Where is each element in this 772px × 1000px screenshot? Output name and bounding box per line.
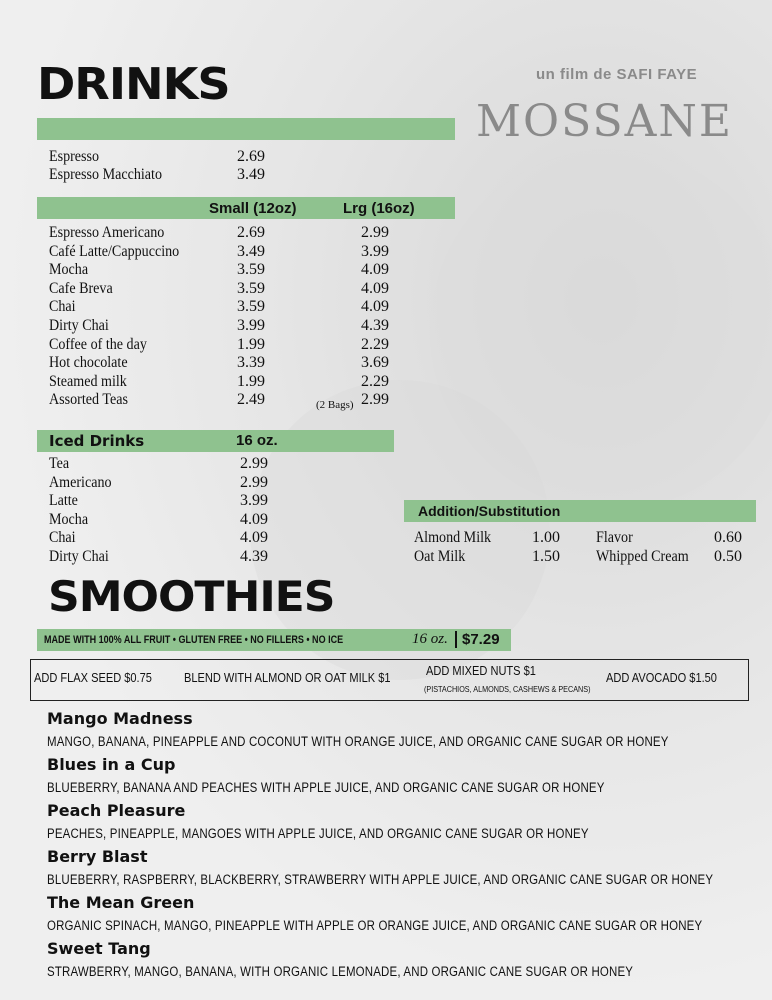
menu-price-large: 2.99	[361, 391, 389, 409]
menu-price-large: 4.09	[361, 279, 389, 297]
menu-price-large: 4.39	[361, 317, 389, 334]
smoothies-size: 16 oz.	[412, 631, 448, 647]
addons-box	[30, 659, 749, 701]
addition-item: Flavor	[596, 529, 633, 546]
menu-price: 2.99	[240, 473, 268, 491]
addition-item: Almond Milk	[414, 529, 492, 546]
menu-item: Dirty Chai	[49, 317, 109, 334]
addon-nuts-note: (PISTACHIOS, ALMONDS, CASHEWS & PECANS)	[424, 684, 591, 694]
menu-item: Latte	[49, 492, 78, 510]
menu-price-small: 2.49	[237, 391, 265, 409]
menu-price-large: 3.69	[361, 354, 389, 372]
menu-price: 4.39	[240, 548, 268, 565]
smoothies-heading: SMOOTHIES	[48, 572, 335, 621]
menu-price-large: 2.29	[361, 372, 389, 390]
smoothie-name: Peach Pleasure	[47, 801, 186, 820]
menu-price: 2.69	[237, 148, 265, 165]
menu-item: Espresso Macchiato	[49, 166, 162, 183]
menu-price-large: 3.99	[361, 242, 389, 260]
iced-size-header: 16 oz.	[236, 432, 278, 449]
menu-price-large: 4.09	[361, 261, 389, 279]
teas-note: (2 Bags)	[316, 399, 354, 411]
smoothie-name: The Mean Green	[47, 893, 195, 912]
addition-heading: Addition/Substitution	[418, 503, 561, 519]
menu-price-large: 2.99	[361, 224, 389, 241]
menu-item: Cafe Breva	[49, 279, 113, 297]
smoothie-description: PEACHES, PINEAPPLE, MANGOES WITH APPLE JUICE, AND ORGANIC CANE SUGAR OR HONEY	[47, 826, 589, 841]
menu-item: Chai	[49, 298, 76, 316]
menu-price-large: 2.29	[361, 335, 389, 353]
smoothies-price: $7.29	[462, 631, 500, 648]
smoothie-description: BLUEBERRY, RASPBERRY, BLACKBERRY, STRAWBERRY WITH APPLE JUICE, AND ORGANIC CANE SUGAR OR HONEY	[47, 872, 714, 887]
addition-price: 0.60	[714, 529, 742, 546]
smoothie-description: BLUEBERRY, BANANA AND PEACHES WITH APPLE JUICE, AND ORGANIC CANE SUGAR OR HONEY	[47, 780, 605, 795]
size-large-header: Lrg (16oz)	[343, 200, 415, 217]
espresso-bar	[37, 118, 455, 140]
smoothie-name: Sweet Tang	[47, 939, 151, 958]
smoothie-description: ORGANIC SPINACH, MANGO, PINEAPPLE WITH APPLE OR ORANGE JUICE, AND ORGANIC CANE SUGAR OR HONEY	[47, 918, 703, 933]
menu-price: 2.99	[240, 455, 268, 472]
smoothie-name: Mango Madness	[47, 709, 193, 728]
addition-price: 1.00	[532, 529, 560, 546]
addon-nuts: ADD MIXED NUTS $1	[426, 663, 536, 678]
menu-price-small: 1.99	[237, 335, 265, 353]
menu-price-small: 1.99	[237, 372, 265, 390]
menu-item: Mocha	[49, 261, 89, 279]
menu-item: Chai	[49, 529, 76, 547]
menu-price: 3.99	[240, 492, 268, 510]
addition-item: Whipped Cream	[596, 548, 689, 565]
smoothie-description: STRAWBERRY, MANGO, BANANA, WITH ORGANIC LEMONADE, AND ORGANIC CANE SUGAR OR HONEY	[47, 964, 634, 979]
menu-item: Coffee of the day	[49, 335, 147, 353]
film-title: MOSSANE	[476, 96, 734, 147]
menu-price-small: 2.69	[237, 224, 265, 241]
addition-price: 0.50	[714, 548, 742, 565]
addon-avocado: ADD AVOCADO $1.50	[606, 670, 717, 685]
drinks-heading: DRINKS	[37, 59, 230, 110]
menu-item: Espresso	[49, 148, 100, 165]
smoothie-name: Blues in a Cup	[47, 755, 176, 774]
smoothies-tagline: MADE WITH 100% ALL FRUIT • GLUTEN FREE • NO FILLERS • NO ICE	[44, 634, 344, 646]
size-small-header: Small (12oz)	[209, 200, 297, 217]
smoothies-divider	[455, 631, 457, 648]
menu-price: 4.09	[240, 510, 268, 528]
menu-item: Steamed milk	[49, 372, 127, 390]
menu-item: Espresso Americano	[49, 224, 165, 241]
menu-item: Mocha	[49, 510, 89, 528]
menu-price: 4.09	[240, 529, 268, 547]
menu-item: Assorted Teas	[49, 391, 128, 409]
iced-drinks-header: Iced Drinks	[49, 432, 145, 450]
menu-price-small: 3.59	[237, 261, 265, 279]
smoothie-name: Berry Blast	[47, 847, 148, 866]
menu-item: Dirty Chai	[49, 548, 109, 565]
film-credit: un film de SAFI FAYE	[536, 66, 698, 83]
menu-item: Americano	[49, 473, 112, 491]
addon-milk: BLEND WITH ALMOND OR OAT MILK $1	[184, 670, 391, 685]
menu-price-small: 3.59	[237, 298, 265, 316]
addition-item: Oat Milk	[414, 548, 466, 565]
smoothie-description: MANGO, BANANA, PINEAPPLE AND COCONUT WITH ORANGE JUICE, AND ORGANIC CANE SUGAR OR HONEY	[47, 734, 669, 749]
menu-price-small: 3.99	[237, 317, 265, 334]
menu-price-small: 3.39	[237, 354, 265, 372]
addition-price: 1.50	[532, 548, 560, 565]
menu-price: 3.49	[237, 166, 265, 183]
menu-price-large: 4.09	[361, 298, 389, 316]
addon-flax: ADD FLAX SEED $0.75	[34, 670, 152, 685]
menu-price-small: 3.49	[237, 242, 265, 260]
menu-item: Hot chocolate	[49, 354, 128, 372]
menu-price-small: 3.59	[237, 279, 265, 297]
menu-item: Tea	[49, 455, 70, 472]
menu-item: Café Latte/Cappuccino	[49, 242, 180, 260]
